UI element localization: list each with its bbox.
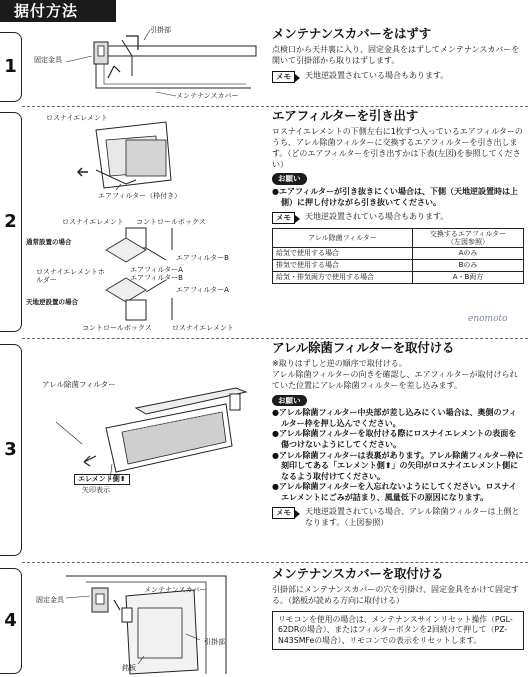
step-divider <box>22 562 528 563</box>
step-3-bullet: ●アレル除菌フィルター中央部が差し込みにくい場合は、奥側のフィルター枠を押し込んでください。 <box>272 408 517 428</box>
memo-text: 天地逆設置されている場合もあります。 <box>305 212 449 222</box>
nameplate-label: 銘板 <box>122 664 136 672</box>
memo-text: 天地逆設置されている場合、アレル除菌フィルターは上側となります。（上図参照） <box>305 507 520 527</box>
table-cell: 排気で使用する場合 <box>273 260 413 272</box>
step-4-diagram <box>26 568 266 676</box>
step-4 <box>0 562 528 677</box>
hook-label: 引掛部 <box>150 26 171 34</box>
maintenance-cover-label: メンテナンスカバー <box>144 586 207 594</box>
control-box-label-bottom: コントロールボックス <box>82 324 152 332</box>
step-divider <box>22 338 528 339</box>
step-3 <box>0 338 528 560</box>
table-cell: 給気・排気両方で使用する場合 <box>273 272 413 284</box>
notice-badge: お願い <box>272 173 307 185</box>
element-label-bottom: ロスナイエレメント <box>172 324 234 332</box>
step-4-text: 引掛部にメンテナンスカバーの穴を引掛け、固定金具をかけて固定する。（銘板が読める方向に取付ける） <box>272 585 520 606</box>
step-2-bullet: ●エアフィルターが引き抜きにくい場合は、下側（天地逆設置時は上側）に押し付けながら引き抜いてください。 <box>272 187 519 207</box>
element-holder-label: ロスナイエレメントホルダー <box>36 268 105 285</box>
page-title: 据付方法 <box>0 0 116 22</box>
maintenance-cover-label: メンテナンスカバー <box>176 92 239 100</box>
step-2-text: ロスナイエレメントの下側左右に1枚ずつ入っているエアフィルターのうち、アレル除菌フィルターに交換するエアフィルターを引き出します。（どのエアフィルターを引き出すかは下表(左図)を参照してください） <box>272 127 523 169</box>
element-label-mid: ロスナイエレメント <box>62 218 124 226</box>
table-row <box>273 260 524 272</box>
step-1-title: メンテナンスカバーをはずす <box>272 26 431 41</box>
element-label-top: ロスナイエレメント <box>46 114 108 122</box>
table-header: アレル除菌フィルター <box>273 229 413 248</box>
step-2 <box>0 106 528 336</box>
step-1 <box>0 26 528 104</box>
filter-b-label-2: エアフィルターB <box>130 274 183 282</box>
step-3-content <box>272 340 524 528</box>
step-2-content <box>272 108 524 284</box>
memo-badge: メモ <box>272 71 295 83</box>
table-row <box>273 272 524 284</box>
step-number-4: 4 <box>0 568 22 674</box>
step-3-memo <box>272 507 524 528</box>
allergen-filter-label: アレル除菌フィルター <box>42 380 116 389</box>
step-4-content <box>272 566 524 650</box>
watermark: enomoto <box>468 314 508 324</box>
element-side-mark: エレメント側⬆ <box>74 474 130 485</box>
step-3-title: アレル除菌フィルターを取付ける <box>272 340 455 355</box>
step-3-bullet: ●アレル除菌フィルターは表裏があります。アレル除菌フィルター枠に刻印してある「エレメント側⬆」の矢印がロスナイエレメント側になるよう取付けてください。 <box>272 450 524 481</box>
step-number-1: 1 <box>0 32 22 102</box>
filter-frame-label: エアフィルター（枠付き） <box>98 192 182 200</box>
step-3-bullet: ●アレル除菌フィルターを入忘れないようにしてください。ロスナイエレメントにごみが詰まり、風量低下の原因になります。 <box>272 482 517 502</box>
step-2-memo <box>272 212 524 224</box>
inverted-install-label: 天地逆設置の場合 <box>26 298 78 306</box>
step-3-bullet: ●アレル除菌フィルターを取付ける際にロスナイエレメントの表面を傷つけないようにしてください。 <box>272 429 517 450</box>
step-2-title: エアフィルターを引き出す <box>272 108 419 123</box>
step-3-diagram <box>26 368 266 494</box>
step-1-memo <box>272 71 524 83</box>
remote-reset-note: リモコンを使用の場合は、メンテナンスサインリセット操作（PGL-62DRの場合）、またはフィルターボタンを2回続けて押して（PZ-N43SMFeの場合）、リモコンでの表示をリセットします。 <box>272 611 524 651</box>
normal-install-label: 通常設置の場合 <box>26 238 72 246</box>
arrow-mark-label: 矢印表示 <box>82 486 110 494</box>
step-3-text: ※取りはずしと逆の順序で取付ける。 アレル除菌フィルターの向きを確認し、エアフィルターが取付けられていた位置にアレル除菌フィルターを差し込みます。 <box>272 359 518 390</box>
hook-label: 引掛部 <box>204 638 225 646</box>
memo-text: 天地逆設置されている場合もあります。 <box>305 70 449 80</box>
maintenance-cover-attach-illustration <box>26 568 266 676</box>
step-number-3: 3 <box>0 344 22 556</box>
step-divider <box>22 106 528 107</box>
fixing-bracket-label: 固定金具 <box>34 56 62 64</box>
notice-badge: お願い <box>272 395 307 407</box>
table-cell: Aのみ <box>413 248 524 260</box>
memo-badge: メモ <box>272 507 295 519</box>
step-1-text: 点検口から天井裏に入り、固定金具をはずしてメンテナンスカバーを開いて引掛部から取りはずします。 <box>272 45 520 66</box>
filter-b-label-1: エアフィルターB <box>176 254 229 262</box>
control-box-label-mid: コントロールボックス <box>136 218 206 226</box>
step-number-2: 2 <box>0 112 22 332</box>
filter-a-label-2: エアフィルターA <box>176 286 229 294</box>
table-cell: A・B両方 <box>413 272 524 284</box>
filter-table <box>272 228 524 284</box>
step-4-title: メンテナンスカバーを取付ける <box>272 566 444 581</box>
memo-badge: メモ <box>272 212 295 224</box>
fixing-bracket-label: 固定金具 <box>36 596 64 604</box>
table-header: 交換するエアフィルター （左図参照） <box>413 229 524 248</box>
step-1-diagram <box>26 26 266 104</box>
table-cell: Bのみ <box>413 260 524 272</box>
filter-a-label-1: エアフィルターA <box>130 266 183 274</box>
table-cell: 給気で使用する場合 <box>273 248 413 260</box>
table-row <box>273 248 524 260</box>
step-2-diagram <box>26 110 266 336</box>
step-1-content <box>272 26 524 83</box>
